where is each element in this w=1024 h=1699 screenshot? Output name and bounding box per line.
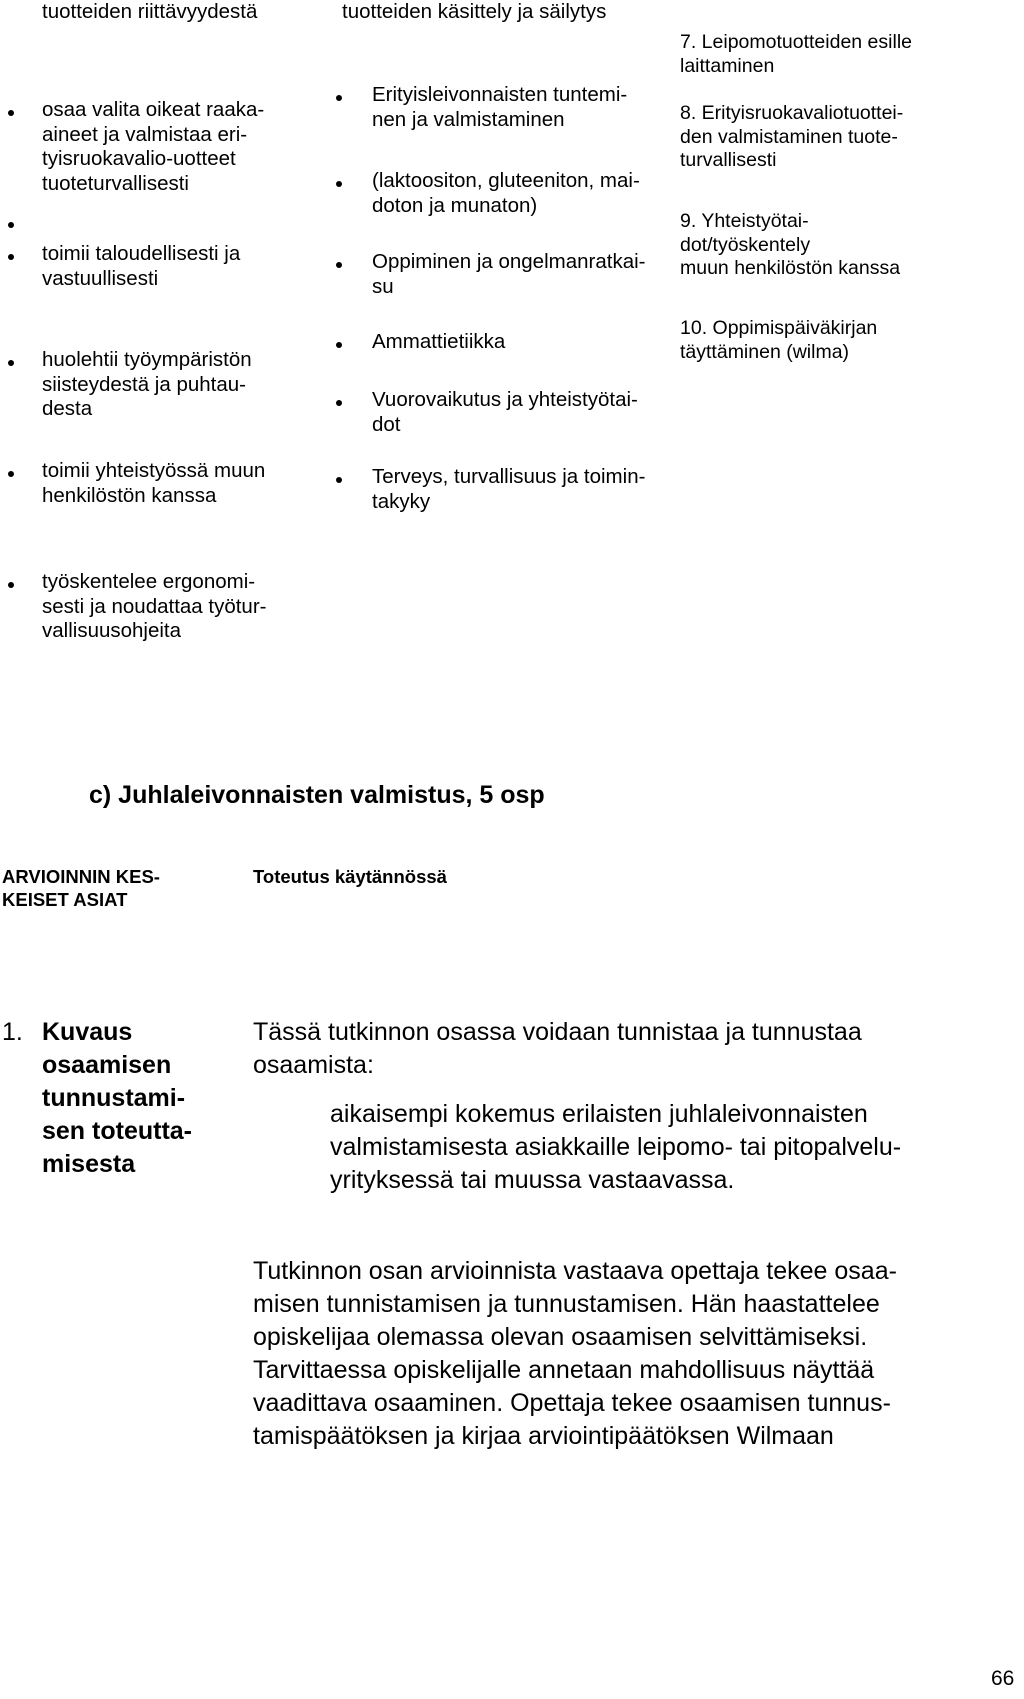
list-item-text: 7. Leipomotuotteiden esille laittaminen [680,31,912,77]
bullet-icon [8,254,14,260]
list-item [372,250,645,299]
list-item [372,83,627,132]
list-item [42,570,267,644]
list-item [680,317,877,364]
indented-text: aikaisempi kokemus erilaisten juhlaleivonnaisten valmistamisesta asiakkaille leipomo- tai pitopalvelu- yrityksessä tai muussa vastaavassa. [330,1100,902,1194]
row-title: Kuvaus osaamisen tunnustami- sen toteutta- misesta [42,1018,192,1178]
list-item-text: toimii yhteistyössä muun henkilöstön kanssa [42,459,266,507]
bullet-icon [8,222,14,228]
list-item [42,0,257,25]
list-item-text: huolehtii työympäristön siisteydestä ja puhtau- desta [42,348,252,420]
list-item [680,102,903,173]
list-item [680,31,912,78]
list-item [680,210,900,281]
bullet-icon [336,262,342,268]
list-item-text: 9. Yhteistyötai- dot/työskentely muun henkilöstön kanssa [680,210,901,279]
list-item-text: Ammattietiikka [372,330,506,353]
bullet-icon [336,342,342,348]
list-item [342,0,606,25]
list-item-text: Oppiminen ja ongelmanratkai- su [372,250,646,298]
bullet-icon [8,110,14,116]
section-heading: c) Juhlaleivonnaisten valmistus, 5 osp [89,781,545,809]
bullet-icon [336,477,342,483]
list-item-text: tuotteiden riittävyydestä [42,0,258,23]
list-item [42,242,240,291]
column-header-implementation: Toteutus käytännössä [253,866,447,887]
list-item [372,169,640,218]
list-item [42,459,265,508]
list-item-text: toimii taloudellisesti ja vastuullisesti [42,242,241,290]
list-item [42,98,264,196]
body-paragraph: Tutkinnon osan arvioinnista vastaava opettaja tekee osaa- misen tunnistamisen ja tunnustamisen. Hän haastattelee opiskelijaa olemassa olevan osaamisen selvittämiseksi. Tarvittaessa opiskelijalle annetaan mahdollisuus näyttää vaadittava osaaminen. Opettaja tekee osaamisen tunnus- tamispäätöksen ja kirjaa arviointipäätöksen Wilmaan [253,1257,897,1450]
list-item-text: 10. Oppimispäiväkirjan täyttäminen (wilma) [680,317,878,363]
bullet-icon [336,400,342,406]
list-item-text: Vuorovaikutus ja yhteistyötai- dot [372,388,638,436]
list-item-text: Terveys, turvallisuus ja toimin- takyky [372,465,646,513]
bullet-icon [336,95,342,101]
list-item-text: tuotteiden käsittely ja säilytys [342,0,607,23]
row-number: 1. [2,1018,23,1046]
list-item-text: 8. Erityisruokavaliotuottei- den valmistaminen tuote- turvallisesti [680,102,904,171]
list-item [372,388,638,437]
bullet-icon [8,471,14,477]
intro-text: Tässä tutkinnon osassa voidaan tunnistaa ja tunnustaa osaamista: [253,1018,862,1079]
bullet-icon [8,582,14,588]
list-item [372,330,505,355]
list-item-text: osaa valita oikeat raaka- aineet ja valmistaa eri- tyisruokavalio-uotteet tuoteturvallisesti [42,98,265,195]
column-header-criteria: ARVIOINNIN KES- KEISET ASIAT [2,866,160,910]
list-item [372,465,645,514]
page-number: 66 [991,1667,1015,1690]
bullet-icon [336,181,342,187]
bullet-icon [8,360,14,366]
list-item-text: (laktoositon, gluteeniton, mai- doton ja munaton) [372,169,640,217]
list-item-text: Erityisleivonnaisten tuntemi- nen ja valmistaminen [372,83,628,131]
list-item [42,348,252,422]
list-item-text: työskentelee ergonomi- sesti ja noudattaa työtur- vallisuusohjeita [42,570,267,642]
